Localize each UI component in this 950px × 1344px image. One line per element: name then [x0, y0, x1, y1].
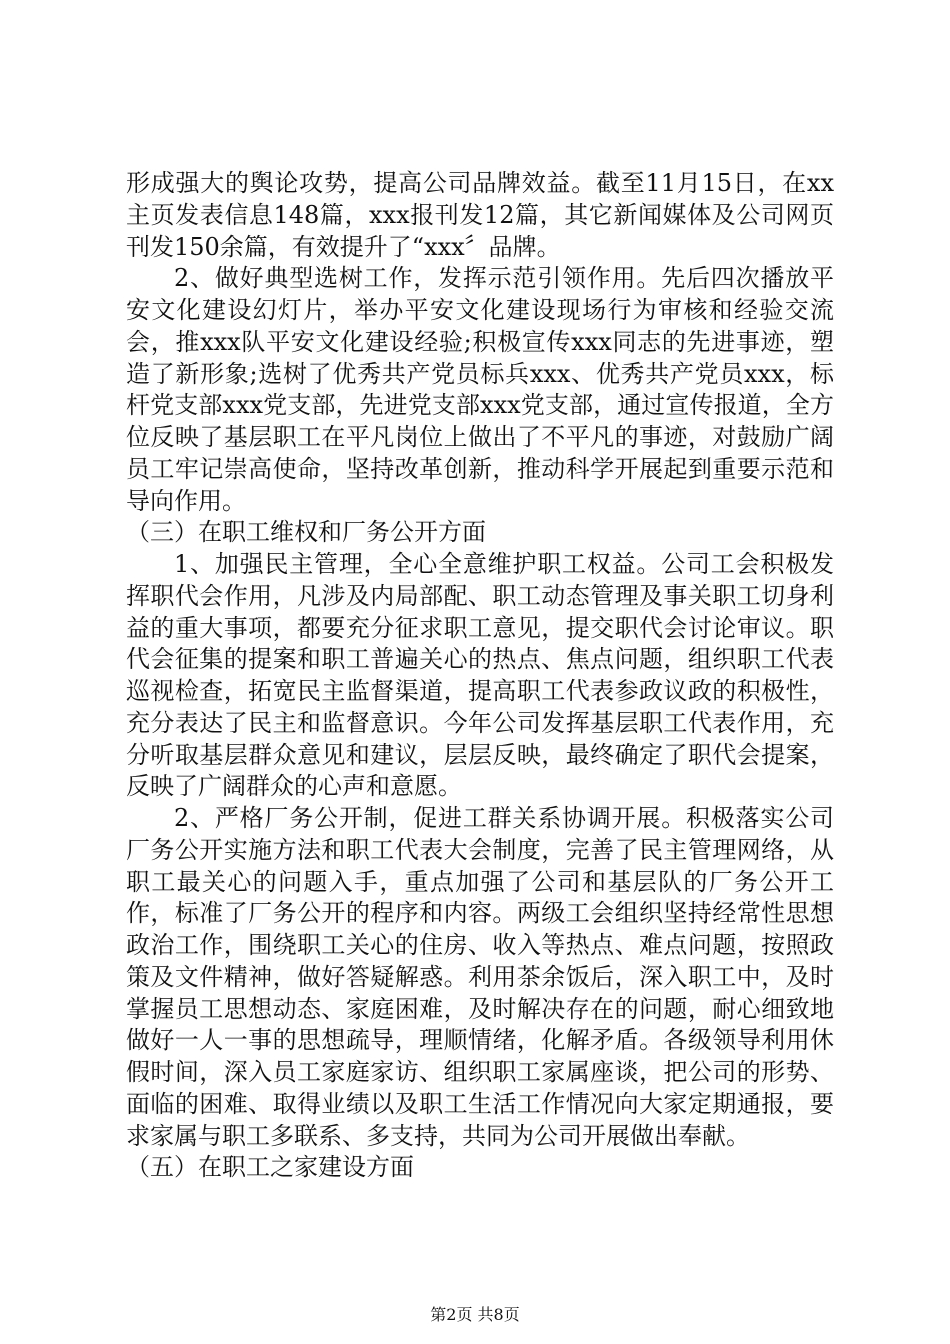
paragraph-continuation: 形成强大的舆论攻势，提高公司品牌效益。截至11月15日，在xx主页发表信息148篇，xxx报刊发12篇，其它新闻媒体及公司网页刊发150余篇，有效提升了“xxx〞品牌。	[126, 169, 834, 261]
section-heading-3: （三）在职工维权和厂务公开方面	[126, 518, 486, 547]
section-heading-5: （五）在职工之家建设方面	[126, 1153, 414, 1182]
paragraph-item-1-democratic-management: 1、加强民主管理，全心全意维护职工权益。公司工会积极发挥职代会作用，凡涉及内局部配、职工动态管理及事关职工切身利益的重大事项，都要充分征求职工意见，提交职代会讨论审议。职代会征集的提案和职工普遍关心的热点、焦点问题，组织职工代表巡视检查，拓宽民主监督渠道，提高职工代表参政议政的积极性，充分表达了民主和监督意识。今年公司发挥基层职工代表作用，充分听取基层群众意见和建议，层层反映，最终确定了职代会提案，反映了广阔群众的心声和意愿。	[126, 550, 834, 801]
page-number-footer: 第2页 共8页	[430, 1305, 520, 1324]
paragraph-item-2-factory-affairs: 2、严格厂务公开制，促进工群关系协调开展。积极落实公司厂务公开实施方法和职工代表大会制度，完善了民主管理网络，从职工最关心的问题入手，重点加强了公司和基层队的厂务公开工作，标准了厂务公开的程序和内容。两级工会组织坚持经常性思想政治工作，围绕职工关心的住房、收入等热点、难点问题，按照政策及文件精神，做好答疑解惑。利用茶余饭后，深入职工中，及时掌握员工思想动态、家庭困难，及时解决存在的问题，耐心细致地做好一人一事的思想疏导，理顺情绪，化解矛盾。各级领导利用休假时间，深入员工家庭家访、组织职工家属座谈，把公司的形势、面临的困难、取得业绩以及职工生活工作情况向大家定期通报，要求家属与职工多联系、多支持，共同为公司开展做出奉献。	[126, 804, 834, 1150]
document-body	[126, 168, 834, 1184]
paragraph-item-2-typical-models: 2、做好典型选树工作，发挥示范引领作用。先后四次播放平安文化建设幻灯片，举办平安文化建设现场行为审核和经验交流会，推xxx队平安文化建设经验;积极宣传xxx同志的先进事迹，塑造了新形象;选树了优秀共产党员标兵xxx、优秀共产党员xxx，标杆党支部xxx党支部，先进党支部xxx党支部，通过宣传报道，全方位反映了基层职工在平凡岗位上做出了不平凡的事迹，对鼓励广阔员工牢记崇高使命，坚持改革创新，推动科学开展起到重要示范和导向作用。	[126, 264, 834, 515]
